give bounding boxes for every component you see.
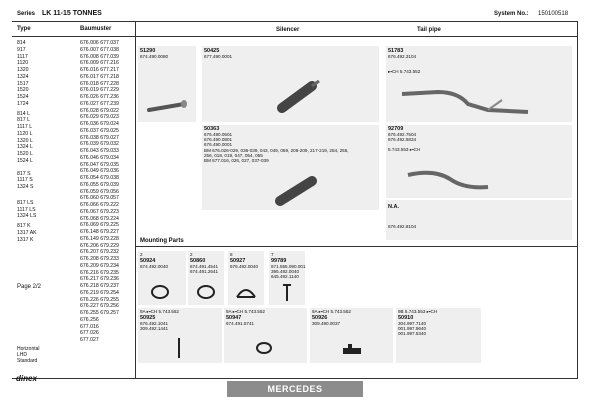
mount-box-50925[interactable]: 9A ▸▪CH 5.743.552 50925 676.492.1041 309.492.1441 bbox=[138, 308, 222, 363]
clamp-icon bbox=[194, 283, 218, 301]
system-label: System No.: bbox=[494, 11, 529, 17]
part-box-50425[interactable]: 50425 677.490.0001 bbox=[202, 46, 379, 122]
tailpipe-header: Tail pipe bbox=[417, 27, 441, 33]
part-box-51290[interactable]: 51290 674.490.0080 bbox=[138, 46, 196, 122]
variant-drive: LHD bbox=[17, 352, 28, 358]
mount-box-50947[interactable]: 9A ▸▪CH 5.743.552 50947 674.491.5741 bbox=[224, 308, 307, 363]
mount-box-50926[interactable]: 9A ▸▪CH 5.743.552 50926 309.490.0037 bbox=[310, 308, 393, 363]
baumuster-header: Baumuster bbox=[80, 26, 112, 32]
system-value: 150100518 bbox=[538, 11, 569, 17]
bracket-icon bbox=[234, 281, 258, 301]
type-list: 814 917 1117 1120 1320 1324 1517 1520 1524 1724 814 L 817 L 1117 L 1120 L 1320 L 1324 L 1520 L 1524 L 817 S 1117 S 1324 S 817 LS 1117 LS 1324 LS 817 K 1317 AK 1317 K bbox=[17, 40, 37, 243]
bolt-icon bbox=[281, 283, 293, 303]
baumuster-list: 676.006 677.037 676.007 677.038 676.008 677.039 676.009 677.216 676.016 677.217 676.017 677.218 676.018 677.228 676.019 677.229 676.026 677.236 676.027 677.239 676.028 679.022 676.029 679.023 676.036 679.024 676.037 679.025 676.038 679.027 676.039 679.032 676.043 679.033 676.046 679.034 676.047 679.035 676.049 679.036 676.054 679.038 676.055 679.039 676.059 679.056 676.060 679.057 676.066 679.222 676.067 679.223 676.068 679.224 676.069 679.225 676.148 679.227 676.149 679.228 676.206 679.229 676.207 679.232 676.208 679.233 676.209 679.234 676.216 679.235 676.217 679.236 676.218 679.237 676.219 679.254 676.226 679.255 676.227 679.256 676.255 679.257 676.256 677.016 677.026 677.027 bbox=[80, 40, 119, 343]
bracket-icon bbox=[340, 342, 366, 358]
part-box-51783[interactable]: 51783 676.492.3104 ▸▪CH 5.743.552 bbox=[386, 46, 572, 122]
tailpipe-icon bbox=[404, 165, 494, 195]
variant-standard: Standard bbox=[17, 358, 38, 364]
mount-box-99789[interactable]: 7 99789 671.555.090.001 395.492.0040 645.492.1140 bbox=[269, 251, 305, 305]
brand-banner: MERCEDES bbox=[227, 381, 363, 397]
part-box-92709[interactable]: 92709 676.492.7504 676.492.6834 5.743.553 ▸▪CH bbox=[386, 125, 572, 198]
mount-box-50910[interactable]: 9B 5.743.553 ▸▪CH 50910 304.997.7140 001.997.9640 001.997.5340 bbox=[396, 308, 481, 363]
silencer-icon bbox=[272, 173, 322, 207]
mount-box-50927[interactable]: 8 50927 676.492.0040 bbox=[228, 251, 264, 305]
part-box-50363[interactable]: 50363 676.490.0501 676.490.0801 676.490.0001 BM 676.026-029, 036-039, 043, 049, 059, 206-209, 217-219, 254, 255, 256, 018, 019, 047, 054, 055 BM 677.016, 026, 027, 037-039 bbox=[202, 125, 379, 210]
silencer-icon bbox=[274, 78, 322, 114]
mount-box-50924[interactable]: 2 50924 674.492.0040 bbox=[138, 251, 186, 305]
clamp-icon bbox=[254, 338, 274, 358]
mounting-title: Mounting Parts bbox=[140, 238, 184, 244]
dinex-logo: dinex bbox=[16, 374, 37, 383]
variant-orientation: Horizontal bbox=[17, 346, 40, 352]
tailpipe-icon bbox=[398, 80, 548, 118]
pipe-icon bbox=[146, 96, 190, 116]
silencer-header: Silencer bbox=[276, 27, 300, 33]
type-header: Type bbox=[17, 26, 31, 32]
page-number: Page 2/2 bbox=[17, 284, 42, 290]
bolt-icon bbox=[174, 336, 184, 360]
series-value: LK 11-15 TONNES bbox=[42, 10, 102, 17]
clamp-icon bbox=[148, 281, 172, 301]
part-box-na[interactable]: N.A. 676.492.8104 bbox=[386, 200, 572, 240]
mount-box-50860[interactable]: 2 50860 674.491.4541 674.491.2641 bbox=[188, 251, 224, 305]
series-label: Series bbox=[17, 11, 36, 17]
